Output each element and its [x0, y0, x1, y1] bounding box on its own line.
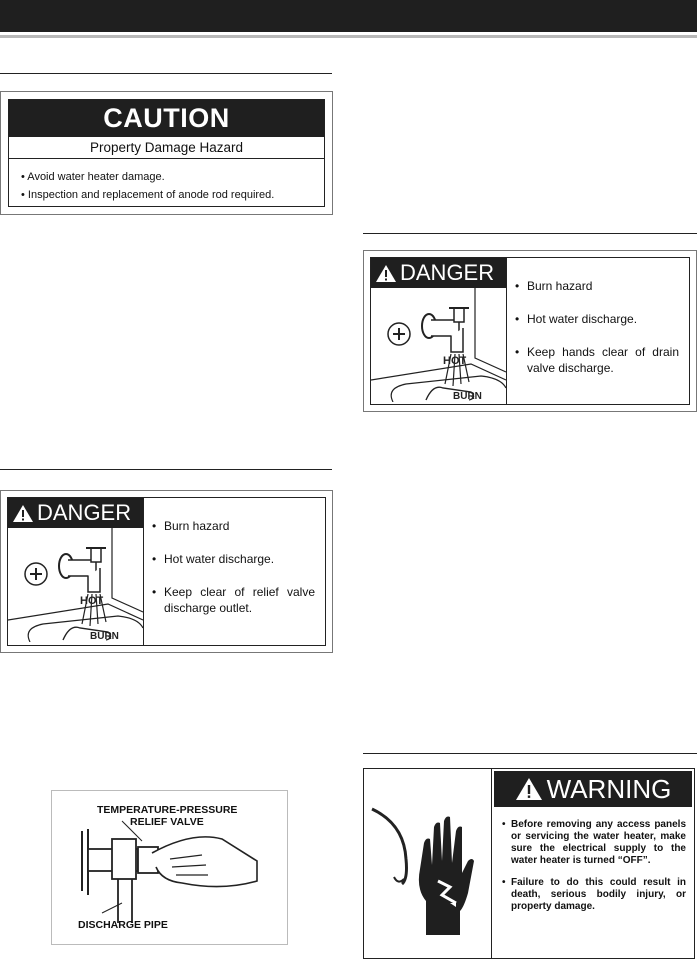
- header-bar: [0, 0, 697, 32]
- figure-label: TEMPERATURE-PRESSURE: [97, 804, 238, 816]
- danger-drain-valve-label: [363, 250, 697, 412]
- danger-item: • Keep clear of relief valve discharge outlet.: [150, 584, 315, 616]
- caution-list: [9, 159, 324, 204]
- burn-text: BURN: [453, 391, 482, 402]
- warning-item: • Before removing any access panels or servicing the water heater, make sure the electrical supply to the water heater is turned “OFF”.: [504, 819, 686, 867]
- section-rule: [363, 233, 697, 234]
- warning-triangle-icon: [375, 264, 397, 283]
- warning-title: WARNING: [546, 774, 672, 804]
- danger-title: DANGER: [37, 500, 132, 525]
- section-rule: [0, 73, 332, 74]
- caution-subtitle: Property Damage Hazard: [9, 137, 324, 159]
- tpr-valve-figure: [51, 790, 288, 945]
- header-rule: [0, 35, 697, 38]
- danger-title: DANGER: [400, 260, 495, 285]
- warning-item: • Failure to do this could result in death, serious bodily injury, or property damage.: [504, 877, 686, 913]
- caution-item: • Avoid water heater damage.: [21, 171, 165, 183]
- figure-label: DISCHARGE PIPE: [78, 919, 168, 931]
- warning-triangle-icon: [515, 777, 543, 801]
- caution-label: [0, 91, 333, 215]
- electric-shock-hand-icon: [364, 769, 491, 958]
- hot-water-faucet-icon: [8, 528, 143, 647]
- warning-list: [492, 807, 694, 913]
- figure-label: RELIEF VALVE: [130, 816, 204, 828]
- danger-list: [513, 278, 679, 376]
- caution-title: CAUTION: [9, 100, 324, 137]
- warning-triangle-icon: [12, 504, 34, 523]
- hot-text: HOT: [80, 595, 104, 607]
- burn-text: BURN: [90, 631, 119, 642]
- hot-text: HOT: [443, 355, 467, 367]
- danger-relief-valve-label: [0, 490, 333, 653]
- danger-item: • Hot water discharge.: [150, 551, 315, 567]
- warning-label: [363, 768, 695, 959]
- hot-water-faucet-icon: [371, 288, 506, 407]
- danger-item: • Hot water discharge.: [513, 311, 679, 327]
- section-rule: [0, 469, 332, 470]
- caution-item: • Inspection and replacement of anode rod required.: [21, 189, 275, 201]
- danger-item: • Keep hands clear of drain valve discharge.: [513, 344, 679, 376]
- danger-item: • Burn hazard: [150, 518, 315, 534]
- danger-list: [150, 518, 315, 616]
- danger-item: • Burn hazard: [513, 278, 679, 294]
- section-rule: [363, 753, 697, 754]
